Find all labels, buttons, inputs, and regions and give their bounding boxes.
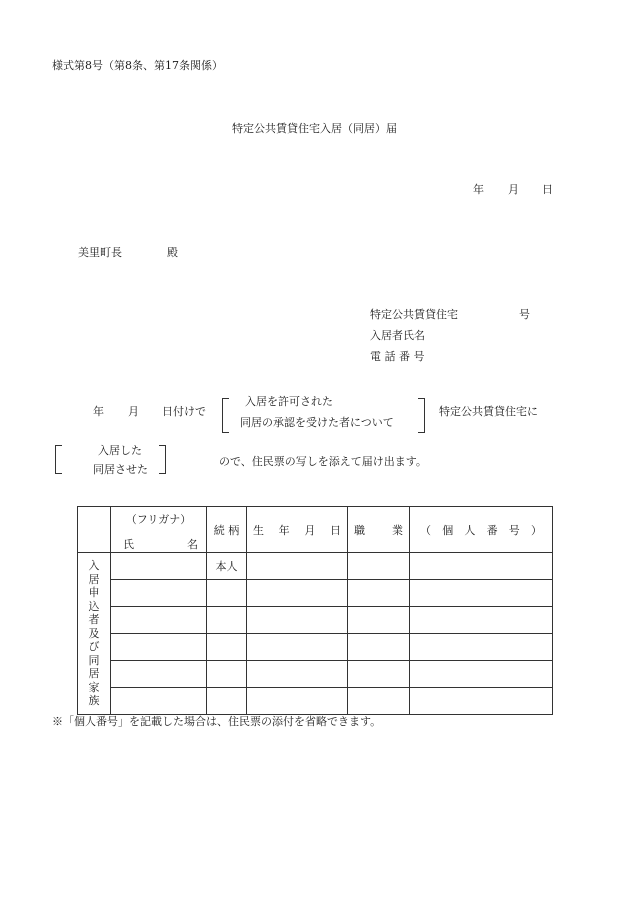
- personal-number-field[interactable]: [410, 553, 553, 580]
- number-header-char: 号: [508, 523, 520, 537]
- side-label-char: 入: [88, 559, 100, 573]
- side-label-char: 居: [88, 667, 100, 681]
- name-char-2: 名: [187, 538, 198, 551]
- side-label-char: 家: [88, 680, 100, 694]
- addressee-name: 美里町長: [78, 246, 122, 259]
- table-row: [78, 688, 553, 715]
- body-closing: ので、住民票の写しを添えて届け出ます。: [219, 455, 427, 468]
- header-name-cell: [111, 507, 207, 553]
- birthdate-field[interactable]: [247, 634, 348, 661]
- occupation-field[interactable]: [348, 607, 410, 634]
- name-field[interactable]: [111, 661, 207, 688]
- occupation-field[interactable]: [348, 634, 410, 661]
- relation-field[interactable]: [207, 580, 247, 607]
- birth-header-char: 日: [329, 523, 341, 537]
- body-year: 年: [93, 405, 104, 418]
- bracket2-line2: 同居させた: [93, 463, 148, 476]
- family-table: [77, 506, 553, 715]
- number-header-char: （: [420, 523, 431, 537]
- personal-number-field[interactable]: [410, 580, 553, 607]
- name-field[interactable]: [111, 607, 207, 634]
- bracket1-line2: 同居の承認を受けた者について: [240, 416, 394, 429]
- relation-field-self: 本人: [207, 553, 247, 580]
- housing-number-suffix: 号: [519, 308, 530, 321]
- name-field[interactable]: [111, 634, 207, 661]
- page-title: 特定公共賃貸住宅入居（同居）届: [232, 122, 397, 135]
- table-row: [78, 634, 553, 661]
- birthdate-field[interactable]: [247, 580, 348, 607]
- bracket2-line1: 入居した: [98, 444, 142, 457]
- body-housing-suffix: 特定公共賃貸住宅に: [439, 405, 538, 418]
- name-field[interactable]: [111, 553, 207, 580]
- occupation-header-char: 職: [354, 523, 365, 537]
- birthdate-field[interactable]: [247, 553, 348, 580]
- relation-field[interactable]: [207, 634, 247, 661]
- table-row: [78, 661, 553, 688]
- birth-header-char: 生: [253, 523, 264, 537]
- relation-field[interactable]: [207, 661, 247, 688]
- header-personal-number: [410, 507, 553, 553]
- side-label-char: 同: [88, 653, 100, 667]
- personal-number-field[interactable]: [410, 634, 553, 661]
- side-label-char: 居: [88, 572, 100, 586]
- bracket-right-2: [159, 445, 166, 474]
- body-day-suffix: 日付けで: [162, 405, 206, 418]
- occupation-field[interactable]: [348, 580, 410, 607]
- birthdate-field[interactable]: [247, 661, 348, 688]
- birth-header-char: 年: [278, 523, 290, 537]
- side-label-char: 者: [88, 613, 100, 627]
- bracket-right-1: [418, 398, 425, 433]
- birthdate-field[interactable]: [247, 688, 348, 715]
- relation-field[interactable]: [207, 607, 247, 634]
- relation-field[interactable]: [207, 688, 247, 715]
- side-label-char: び: [88, 640, 100, 654]
- phone-label: 電 話 番 号: [370, 350, 425, 363]
- header-relation: 続 柄: [207, 507, 247, 553]
- table-row: [78, 580, 553, 607]
- personal-number-field[interactable]: [410, 661, 553, 688]
- footnote: ※「個人番号」を記載した場合は、住民票の添付を省略できます。: [52, 715, 382, 728]
- side-label: [78, 553, 111, 715]
- date-day: 日: [542, 183, 553, 196]
- addressee-honorific: 殿: [167, 246, 178, 259]
- birthdate-field[interactable]: [247, 607, 348, 634]
- occupation-header-char: 業: [392, 523, 403, 537]
- name-field[interactable]: [111, 580, 207, 607]
- table-row: [78, 553, 553, 580]
- header-birthdate: [247, 507, 348, 553]
- bracket-left-1: [222, 398, 229, 433]
- bracket1-line1: 入居を許可された: [245, 395, 333, 408]
- personal-number-field[interactable]: [410, 607, 553, 634]
- housing-label: 特定公共賃貸住宅: [370, 308, 458, 321]
- form-number: 様式第8号（第8条、第17条関係）: [52, 59, 223, 72]
- occupation-field[interactable]: [348, 661, 410, 688]
- header-occupation: [348, 507, 410, 553]
- resident-name-label: 入居者氏名: [370, 329, 425, 342]
- number-header-char: 番: [486, 523, 498, 537]
- side-label-char: 族: [88, 694, 100, 708]
- table-header-row: [78, 507, 553, 553]
- occupation-field[interactable]: [348, 553, 410, 580]
- personal-number-field[interactable]: [410, 688, 553, 715]
- date-month: 月: [508, 183, 519, 196]
- number-header-char: 個: [442, 523, 454, 537]
- furigana-label: （フリガナ）: [125, 513, 192, 526]
- occupation-field[interactable]: [348, 688, 410, 715]
- number-header-char: 人: [464, 523, 476, 537]
- date-year: 年: [473, 183, 484, 196]
- number-header-char: ）: [530, 523, 542, 537]
- name-char-1: 氏: [123, 538, 134, 551]
- name-field[interactable]: [111, 688, 207, 715]
- side-label-char: 及: [88, 626, 100, 640]
- table-row: [78, 607, 553, 634]
- side-label-char: 込: [88, 599, 100, 613]
- birth-header-char: 月: [304, 523, 316, 537]
- bracket-left-2: [55, 445, 62, 474]
- header-corner-cell: [78, 507, 111, 553]
- body-month: 月: [128, 405, 139, 418]
- side-label-char: 申: [88, 586, 100, 600]
